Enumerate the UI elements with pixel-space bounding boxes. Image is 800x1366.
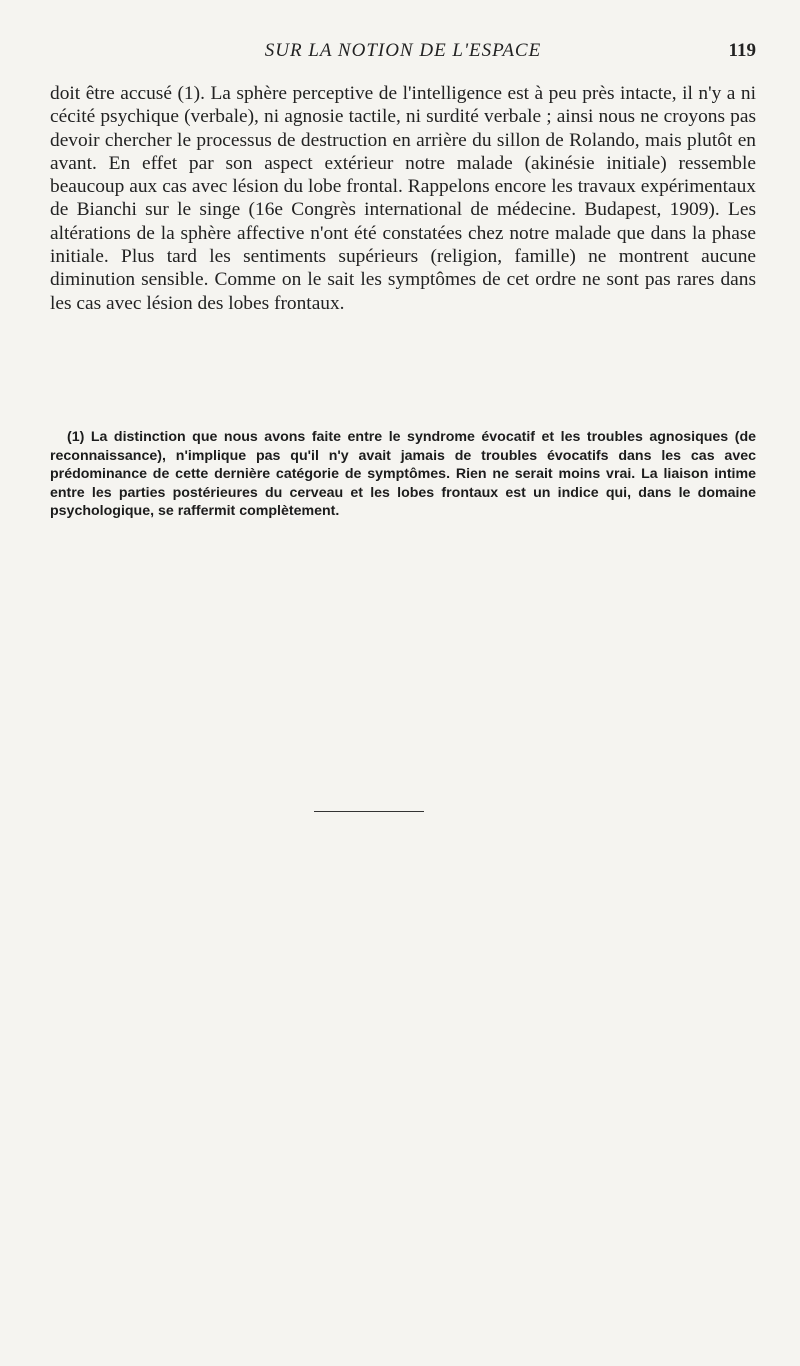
end-rule bbox=[314, 811, 424, 812]
body-paragraph: doit être accusé (1). La sphère perceptive de l'intelligence est à peu près intacte, il n'y a ni cécité psychique (verbale), ni agnosie tactile, ni surdité verbale ; ainsi nous ne croyons pas devoir chercher le processus de destruction en arrière du sillon de Rolando, mais plutôt en avant. En effet par son aspect extérieur notre malade (akinésie initiale) ressemble beaucoup aux cas avec lésion du lobe frontal. Rappelons encore les travaux expérimentaux de Bianchi sur le singe (16e Congrès international de médecine. Budapest, 1909). Les altérations de la sphère affective n'ont été constatées chez notre malade que dans la phase initiale. Plus tard les sentiments supérieurs (religion, famille) ne montrent aucune diminution sensible. Comme on le sait les symptômes de cet ordre ne sont pas rares dans les cas avec lésion des lobes frontaux. bbox=[50, 83, 756, 314]
footnote: (1) La distinction que nous avons faite entre le syndrome évocatif et les troubles agnosiques (de reconnaissance), n'implique pas qu'il n'y avait jamais de troubles évocatifs dans les cas avec prédominance de cette dernière catégorie de symptômes. Rien ne serait moins vrai. La liaison intime entre les parties postérieures du cerveau et les lobes frontaux est un indice qui, dans le domaine psychologique, se raffermit complètement. bbox=[50, 429, 756, 520]
page-number: 119 bbox=[728, 40, 756, 61]
running-title: SUR LA NOTION DE L'ESPACE bbox=[264, 40, 542, 61]
running-head bbox=[50, 40, 756, 66]
